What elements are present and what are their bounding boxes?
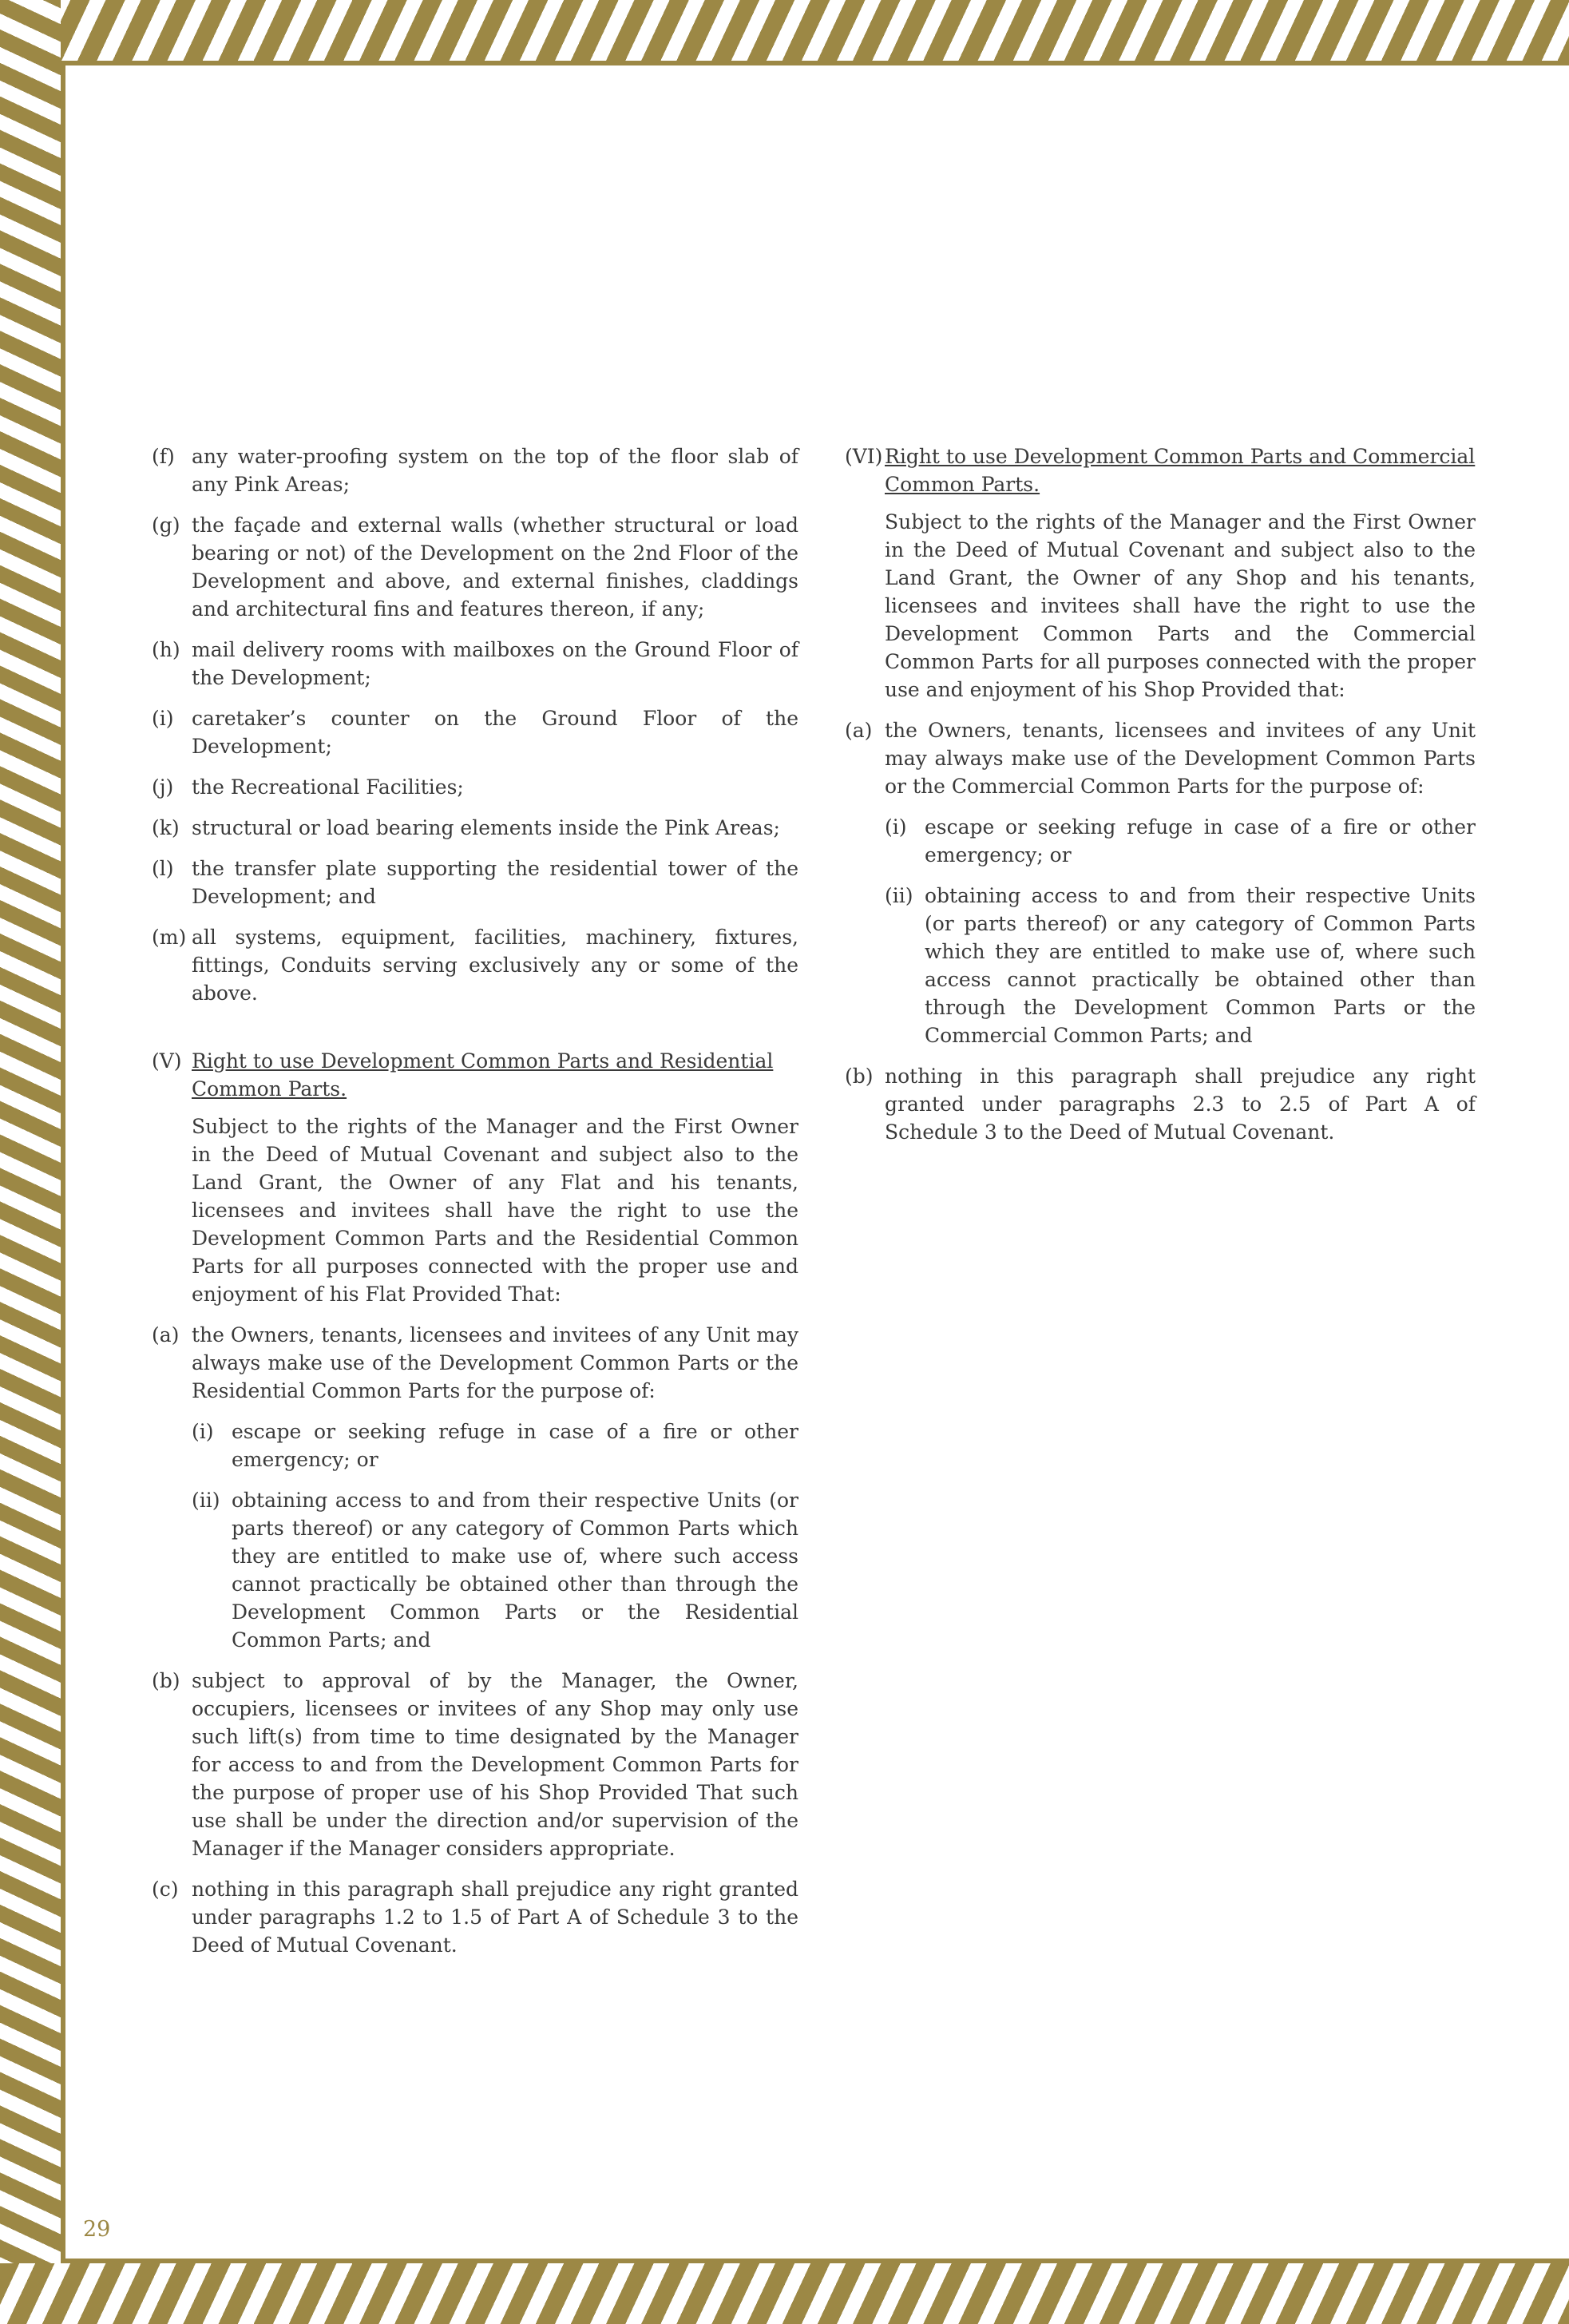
item-label: (j) [152,775,174,799]
section-vi-intro: Subject to the rights of the Manager and the First Owner in the Deed of Mutual Covenant and subject also to the Land Grant, the Owner of any Shop and his tenants, licensees and invitees shall have the right to use the Development Common Parts and the Commercial Common Parts for all purposes connected with the proper use and enjoyment of his Shop Provided that: [885,510,1476,701]
list-item-i [152,704,798,760]
item-text: the transfer plate supporting the residential tower of the Development; and [192,857,798,908]
item-label: (i) [192,1420,214,1443]
section-vi-item-b [845,1062,1476,1146]
list-item-j [152,773,798,801]
section-heading-text: Right to use Development Common Parts and Residential Common Parts. [192,1049,774,1101]
item-label: (i) [152,707,174,730]
section-vi-item-a-i [885,813,1476,869]
section-v-item-a-ii [192,1486,798,1654]
item-text: any water-proofing system on the top of the floor slab of any Pink Areas; [192,445,798,496]
item-label: (i) [885,815,907,839]
section-v-item-b [152,1667,798,1862]
item-text: the Recreational Facilities; [192,775,464,799]
item-label: (b) [845,1065,874,1088]
section-vi-item-a [845,716,1476,800]
item-text: all systems, equipment, facilities, machinery, fixtures, fittings, Conduits serving exclusively any or some of the above. [192,926,798,1005]
section-v-heading [152,1047,798,1103]
item-label: (k) [152,816,180,839]
item-label: (b) [152,1669,180,1692]
item-text: nothing in this paragraph shall prejudice any right granted under paragraphs 2.3 to 2.5 of Part A of Schedule 3 to the Deed of Mutual Covenant. [885,1065,1476,1144]
item-label: (ii) [192,1489,220,1512]
section-v-item-a-i [192,1418,798,1473]
right-column [845,442,1476,1159]
item-text: obtaining access to and from their respective Units (or parts thereof) or any category of Common Parts which they are entitled to make use of, where such access cannot practically be obtained other than through the Development Common Parts or the Commercial Common Parts; and [925,884,1476,1047]
section-label: (VI) [845,445,883,468]
item-text: nothing in this paragraph shall prejudice any right granted under paragraphs 1.2 to 1.5 of Part A of Schedule 3 to the Deed of Mutual Covenant. [192,1878,798,1957]
item-label: (g) [152,514,180,537]
item-label: (f) [152,445,175,468]
item-label: (ii) [885,884,913,907]
list-item-k [152,814,798,842]
item-label: (c) [152,1878,179,1901]
list-item-f [152,442,798,498]
decorative-border-left [0,0,61,2324]
item-text: the Owners, tenants, licensees and invitees of any Unit may always make use of the Development Common Parts or the Residential Common Parts for the purpose of: [192,1323,798,1402]
list-item-l [152,855,798,910]
item-label: (m) [152,926,187,949]
list-item-g [152,511,798,623]
section-label: (V) [152,1049,182,1073]
list-item-h [152,636,798,692]
item-text: structural or load bearing elements inside the Pink Areas; [192,816,780,839]
item-text: the Owners, tenants, licensees and invitees of any Unit may always make use of the Development Common Parts or the Commercial Common Parts for the purpose of: [885,719,1476,798]
section-v-item-a [152,1321,798,1405]
decorative-border-bottom [0,2263,1569,2324]
section-v-intro: Subject to the rights of the Manager and the First Owner in the Deed of Mutual Covenant and subject also to the Land Grant, the Owner of any Flat and his tenants, licensees and invitees shall have the right to use the Development Common Parts and the Residential Common Parts for all purposes connected with the proper use and enjoyment of his Flat Provided That: [192,1115,798,1306]
item-label: (l) [152,857,174,880]
item-text: obtaining access to and from their respective Units (or parts thereof) or any category of Common Parts which they are entitled to make use of, where such access cannot practically be obtained other than through the Development Common Parts or the Residential Common Parts; and [232,1489,798,1652]
list-item-m [152,923,798,1007]
left-column [152,442,798,1972]
item-text: escape or seeking refuge in case of a fire or other emergency; or [232,1420,798,1471]
section-vi-heading [845,442,1476,498]
item-text: mail delivery rooms with mailboxes on the Ground Floor of the Development; [192,638,798,689]
item-text: the façade and external walls (whether structural or load bearing or not) of the Development on the 2nd Floor of the Development and above, and external finishes, claddings and architectural fins and features thereon, if any; [192,514,798,621]
decorative-border-top [0,0,1569,61]
page-number: 29 [83,2217,111,2242]
item-text: escape or seeking refuge in case of a fire or other emergency; or [925,815,1476,867]
item-text: subject to approval of by the Manager, the Owner, occupiers, licensees or invitees of any Shop may only use such lift(s) from time to time designated by the Manager for access to and from the Development Common Parts for the purpose of proper use of his Shop Provided That such use shall be under the direction and/or supervision of the Manager if the Manager considers appropriate. [192,1669,798,1860]
section-v-item-c [152,1875,798,1959]
section-vi-item-a-ii [885,882,1476,1049]
item-text: caretaker’s counter on the Ground Floor of the Development; [192,707,798,758]
item-label: (a) [845,719,873,742]
section-heading-text: Right to use Development Common Parts and Commercial Common Parts. [885,445,1476,496]
item-label: (a) [152,1323,180,1346]
item-label: (h) [152,638,180,661]
